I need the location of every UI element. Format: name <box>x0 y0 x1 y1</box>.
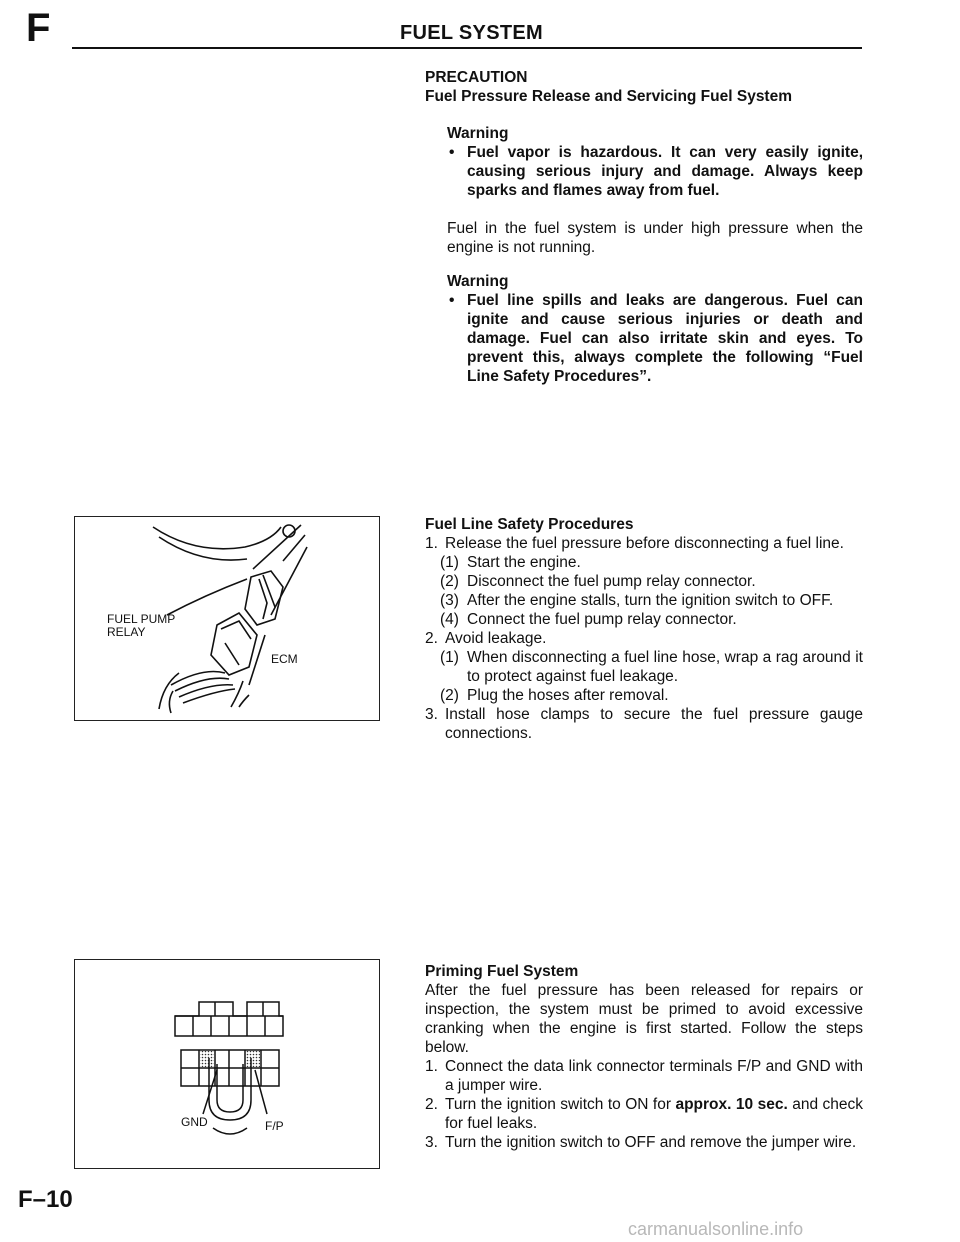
priming-step-2: 2. Turn the ignition switch to ON for approx. 10 sec. and check for fuel leaks. <box>425 1096 864 1132</box>
warning-bullet: • Fuel vapor is hazardous. It can very easily ignite, causing serious injury and damage. Always keep sparks and flames away from fuel. <box>449 144 863 199</box>
header-rule <box>72 47 862 49</box>
safety-step-2: 2. Avoid leakage. <box>425 630 547 647</box>
safety-substep: (2) Disconnect the fuel pump relay connector. <box>440 573 756 590</box>
fuel-pump-label: FUEL PUMP <box>107 612 176 626</box>
page-number: F–10 <box>18 1186 73 1213</box>
safety-substep: (3) After the engine stalls, turn the ignition switch to OFF. <box>440 592 834 609</box>
relay-label: RELAY <box>107 625 146 639</box>
warning-block-1 <box>447 124 863 200</box>
connector-illustration <box>75 960 379 1168</box>
pressure-note: Fuel in the fuel system is under high pressure when the engine is not running. <box>447 220 863 256</box>
priming-section <box>425 962 863 1152</box>
warning-bullet: • Fuel line spills and leaks are dangerous. Fuel can ignite and cause serious injuries or death and damage. Fuel can also irritate skin and eyes. To prevent this, always complete the following “Fuel Line Safety Procedures”. <box>449 292 863 385</box>
warning-block-2 <box>447 272 863 386</box>
section-letter: F <box>26 6 51 50</box>
safety-substep: (1) Start the engine. <box>440 554 581 571</box>
priming-step-1: 1. Connect the data link connector terminals F/P and GND with a jumper wire. <box>425 1058 863 1094</box>
precaution-subheading: Fuel Pressure Release and Servicing Fuel System <box>425 88 792 105</box>
safety-step-3: 3. Install hose clamps to secure the fuel pressure gauge connections. <box>425 706 863 742</box>
page-title: FUEL SYSTEM <box>400 22 543 44</box>
precaution-section <box>425 68 863 106</box>
bullet-icon: • <box>449 144 455 161</box>
gnd-label: GND <box>181 1115 208 1129</box>
safety-procedures <box>425 515 863 743</box>
bullet-icon: • <box>449 292 455 309</box>
safety-substep: (1) When disconnecting a fuel line hose, wrap a rag around it to protect against fuel leakage. <box>440 649 863 685</box>
watermark: carmanualsonline.info <box>628 1219 804 1239</box>
fp-label: F/P <box>265 1119 284 1133</box>
safety-substep: (4) Connect the fuel pump relay connector. <box>440 611 737 628</box>
priming-intro: After the fuel pressure has been released for repairs or inspection, the system must be primed to avoid excessive cranking when the engine is first started. Follow the steps below. <box>425 982 863 1056</box>
safety-heading: Fuel Line Safety Procedures <box>425 516 634 533</box>
priming-heading: Priming Fuel System <box>425 963 579 980</box>
safety-step-1: 1. Release the fuel pressure before disconnecting a fuel line. <box>425 535 844 552</box>
warning-label: Warning <box>447 273 509 290</box>
ecm-label: ECM <box>271 652 298 666</box>
safety-substep: (2) Plug the hoses after removal. <box>440 687 669 704</box>
duration-emphasis: approx. 10 sec. <box>675 1096 788 1113</box>
precaution-heading: PRECAUTION <box>425 69 528 86</box>
warning-label: Warning <box>447 125 509 142</box>
data-link-connector-figure <box>74 959 380 1169</box>
priming-step-3: 3. Turn the ignition switch to OFF and remove the jumper wire. <box>425 1134 857 1151</box>
fuel-pump-relay-figure <box>74 516 380 721</box>
